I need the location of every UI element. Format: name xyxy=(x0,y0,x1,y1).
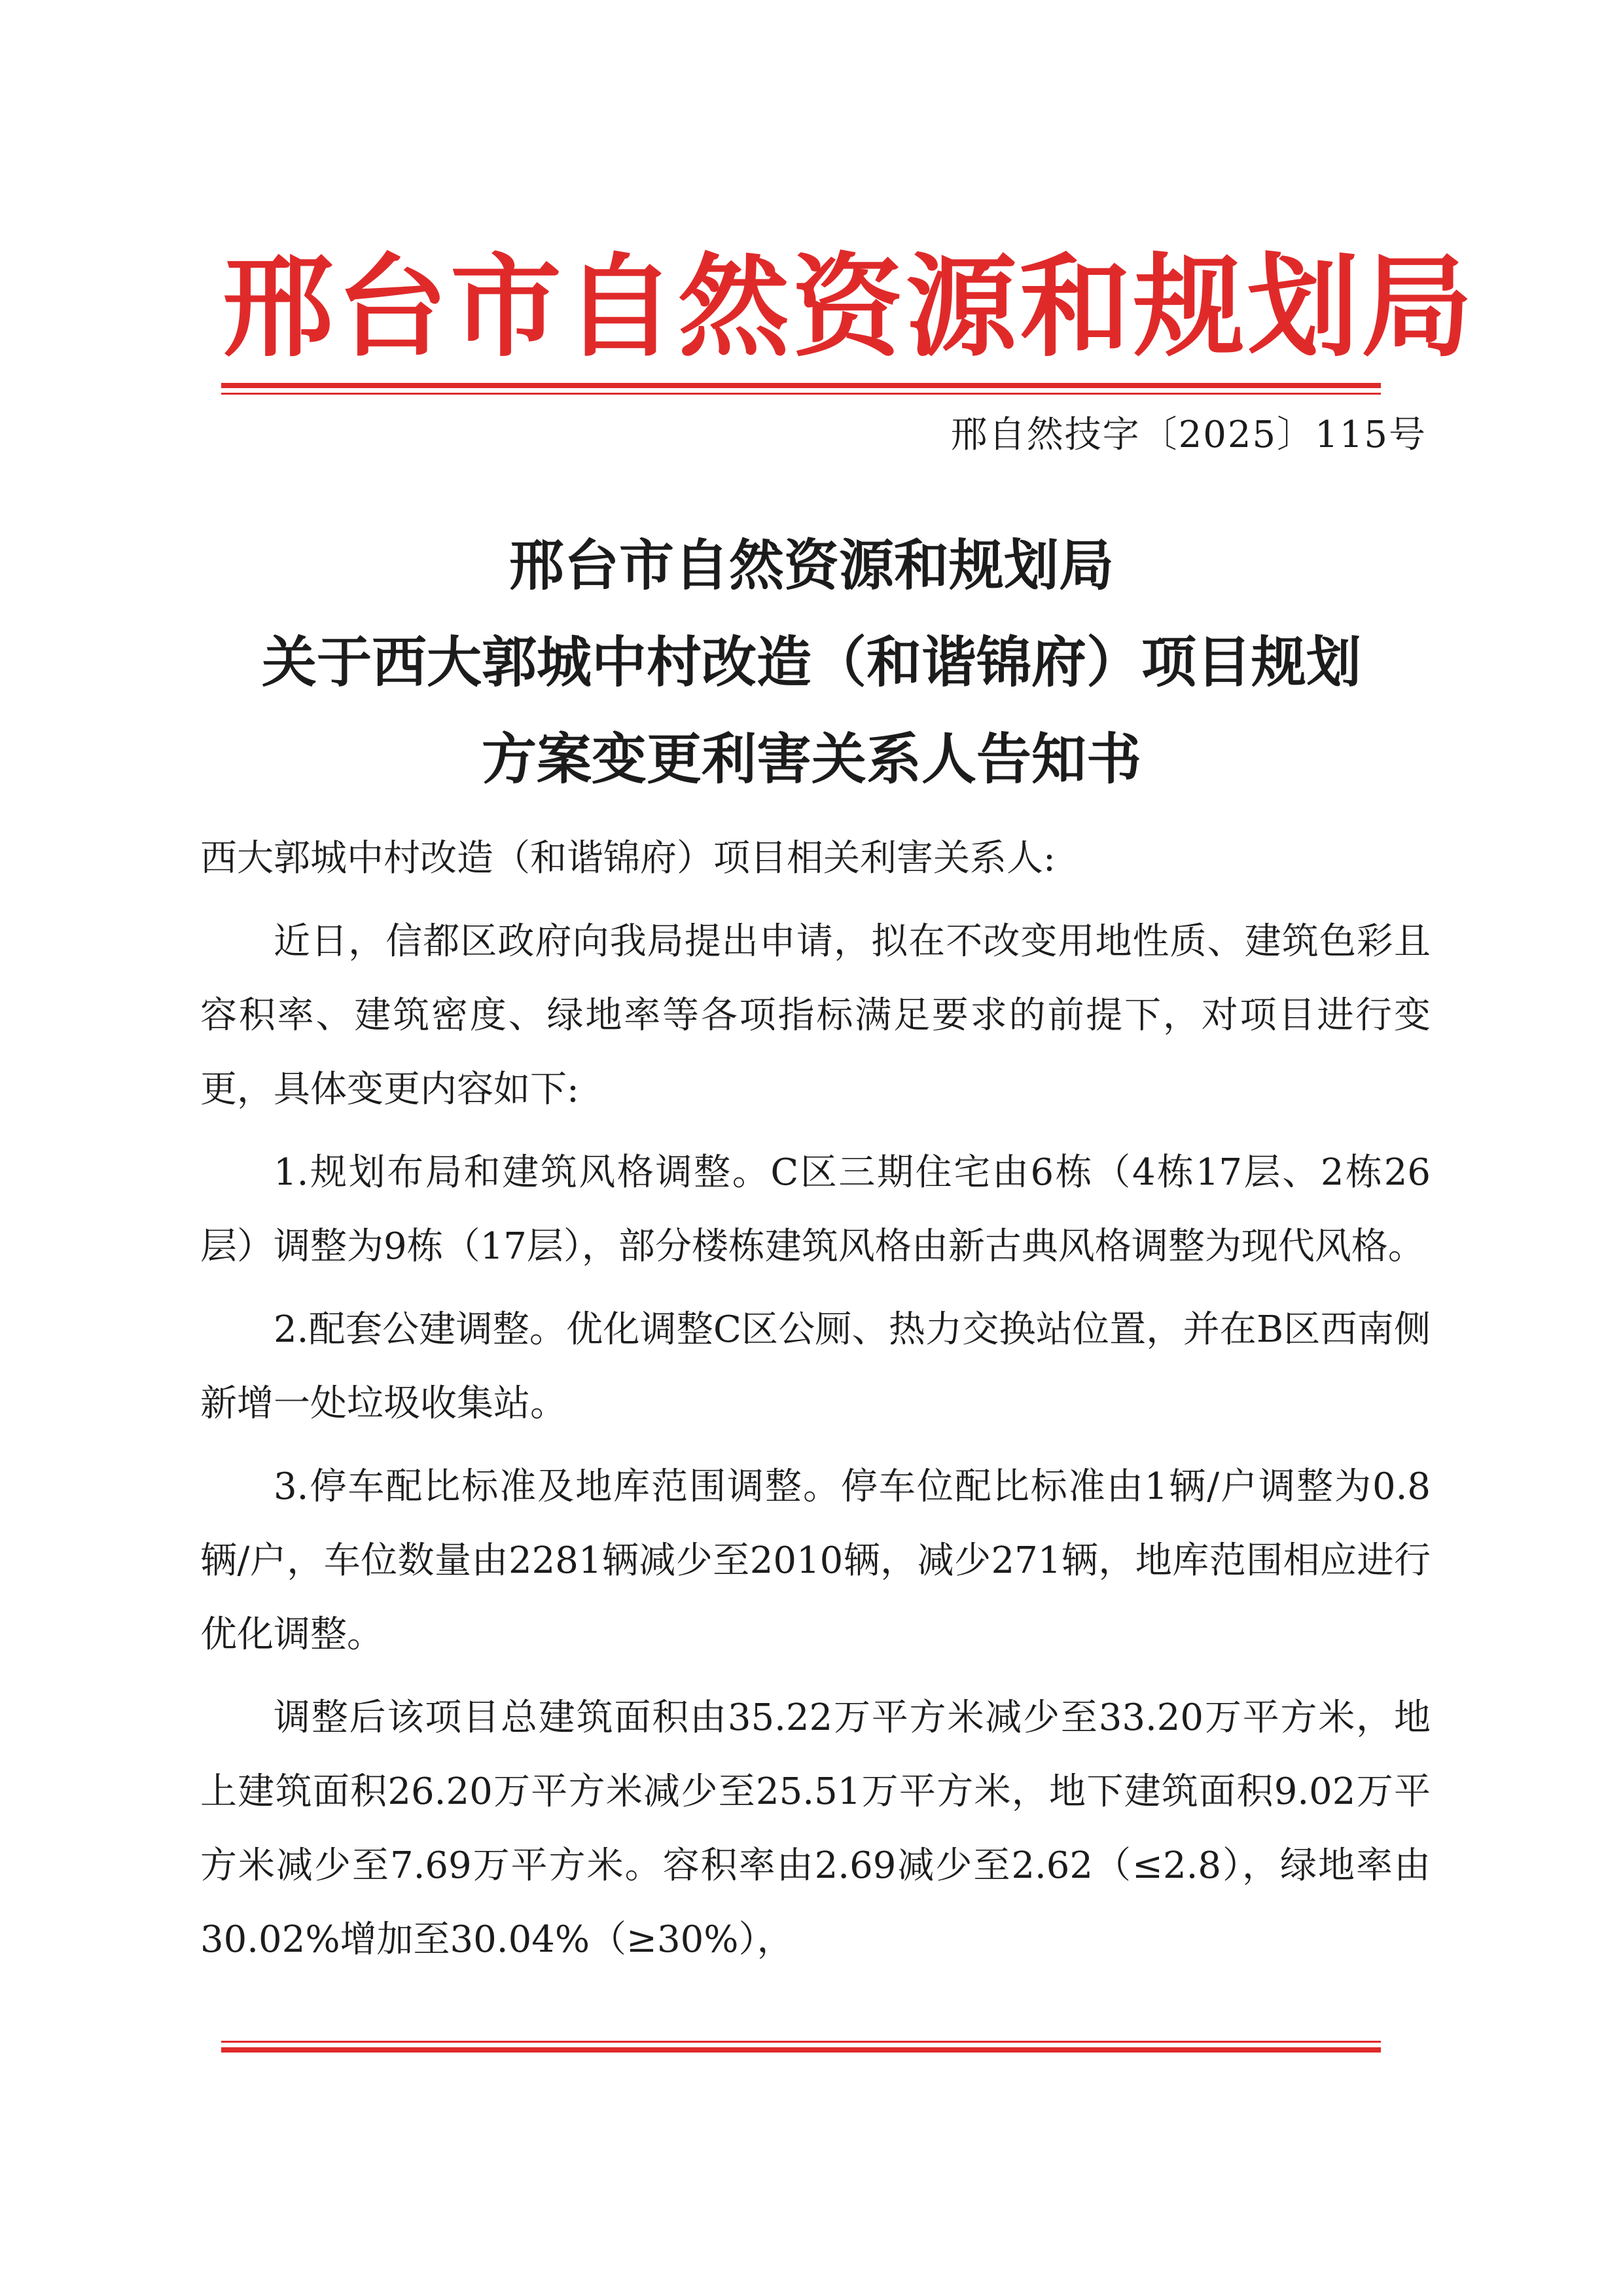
document-body xyxy=(200,821,1431,1977)
footer-red-rule-thin xyxy=(221,2041,1381,2043)
letterhead-red-rule-thin xyxy=(221,393,1381,395)
summary-paragraph: 调整后该项目总建筑面积由35.22万平方米减少至33.20万平方米，地上建筑面积26.20万平方米减少至25.51万平方米，地下建筑面积9.02万平方米减少至7.69万平方米。容积率由2.69减少至2.62（≤2.8），绿地率由30.02%增加至30.04%（≥30%）， xyxy=(200,1696,1431,1961)
document-number: 邢自然技字〔2025〕115号 xyxy=(950,414,1427,456)
title-line-2: 关于西大郭城中村改造（和谐锦府）项目规划 xyxy=(261,630,1361,694)
salutation: 西大郭城中村改造（和谐锦府）项目相关利害关系人: xyxy=(200,837,1056,880)
change-item-1: 1.规划布局和建筑风格调整。C区三期住宅由6栋（4栋17层、2栋26层）调整为9栋（17层），部分楼栋建筑风格由新古典风格调整为现代风格。 xyxy=(200,1151,1431,1268)
title-line-1: 邢台市自然资源和规划局 xyxy=(508,533,1114,598)
footer-red-rule-thick xyxy=(221,2047,1381,2053)
change-item-3: 3.停车配比标准及地库范围调整。停车位配比标准由1辆/户调整为0.8辆/户，车位数量由2281辆减少至2010辆，减少271辆，地库范围相应进行优化调整。 xyxy=(200,1465,1431,1656)
letterhead-org-name: 邢台市自然资源和规划局 xyxy=(223,243,1476,372)
intro-paragraph: 近日，信都区政府向我局提出申请，拟在不改变用地性质、建筑色彩且容积率、建筑密度、绿地率等各项指标满足要求的前提下，对项目进行变更，具体变更内容如下: xyxy=(200,920,1431,1111)
change-item-2: 2.配套公建调整。优化调整C区公厕、热力交换站位置，并在B区西南侧新增一处垃圾收集站。 xyxy=(200,1308,1431,1425)
title-line-3: 方案变更利害关系人告知书 xyxy=(481,726,1141,791)
document-title xyxy=(164,517,1459,808)
letterhead-red-rule-thick xyxy=(221,383,1381,388)
